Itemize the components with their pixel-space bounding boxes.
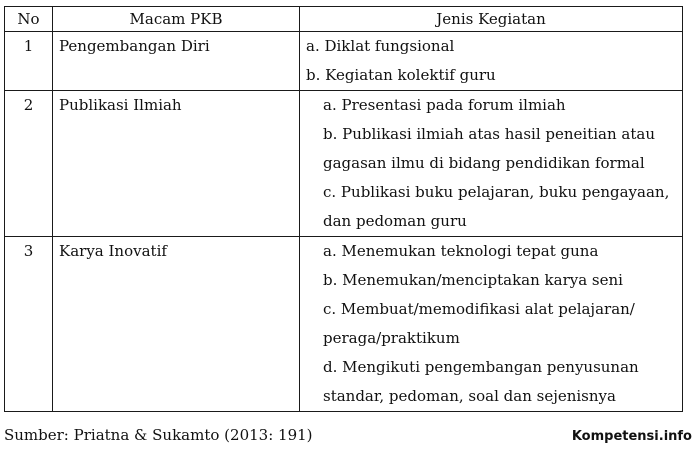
table-header-row [5,7,683,32]
table-row [5,237,683,412]
site-watermark: Kompetensi.info [571,429,692,444]
activity-item: b. Menemukan/menciptakan karya seni [323,271,623,289]
activity-item: a. Presentasi pada forum ilmiah [323,96,566,114]
table-row [5,32,683,91]
activity-item: a. Menemukan teknologi tepat guna [323,242,599,260]
row-number: 1 [5,32,53,91]
header-jenis-kegiatan: Jenis Kegiatan [300,7,683,32]
pkb-table [4,6,683,412]
activity-item: c. Membuat/memodifikasi alat pelajaran/ peraga/praktikum [323,300,635,347]
table-row [5,91,683,237]
activity-item: a. Diklat fungsional [306,37,455,55]
header-macam-pkb: Macam PKB [53,7,300,32]
row-macam-pkb: Karya Inovatif [53,237,300,412]
header-no: No [5,7,53,32]
row-jenis-kegiatan [300,91,683,237]
row-macam-pkb: Publikasi Ilmiah [53,91,300,237]
source-citation: Sumber: Priatna & Sukamto (2013: 191) [4,426,313,444]
row-jenis-kegiatan [300,32,683,91]
row-number: 3 [5,237,53,412]
row-jenis-kegiatan [300,237,683,412]
activity-item: d. Mengikuti pengembangan penyusunan standar, pedoman, soal dan sejenisnya [323,358,639,405]
activity-item: b. Kegiatan kolektif guru [306,66,496,84]
row-number: 2 [5,91,53,237]
row-macam-pkb: Pengembangan Diri [53,32,300,91]
activity-item: c. Publikasi buku pelajaran, buku pengayaan, dan pedoman guru [323,183,670,230]
activity-item: b. Publikasi ilmiah atas hasil peneitian atau gagasan ilmu di bidang pendidikan formal [323,125,655,172]
